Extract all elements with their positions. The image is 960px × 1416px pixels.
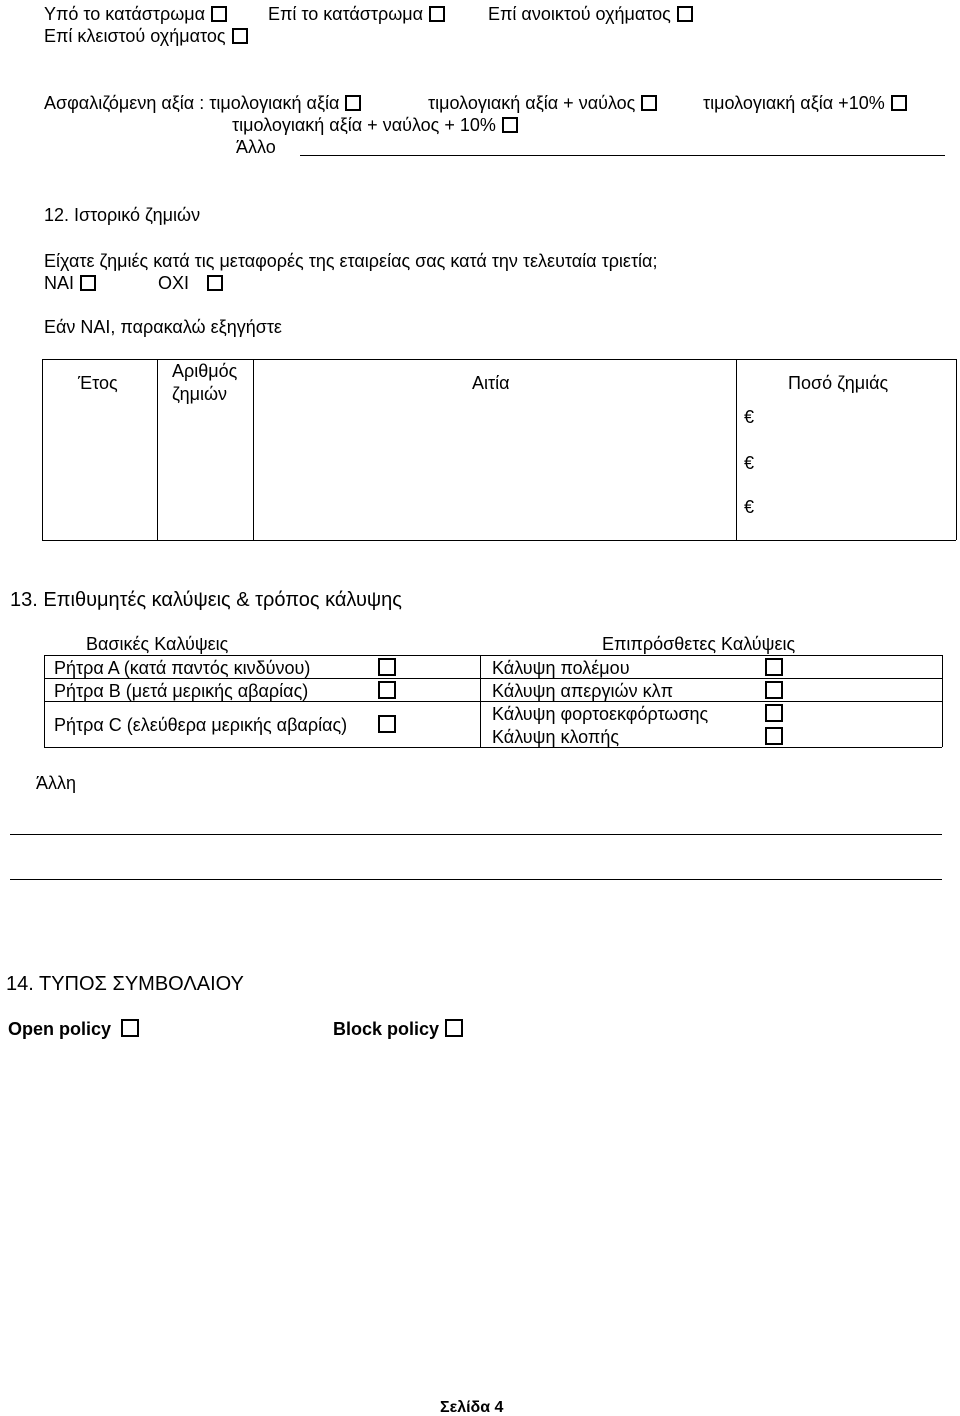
open-policy-option — [8, 1019, 139, 1038]
basic-clause-c-label: Ρήτρα C (ελεύθερα μερικής αβαρίας) — [54, 715, 348, 735]
war-coverage-checkbox[interactable] — [765, 658, 783, 676]
page-number: Σελίδα 4 — [440, 1399, 504, 1416]
block-policy-option — [333, 1019, 463, 1038]
open-vehicle-checkbox[interactable] — [677, 6, 693, 22]
invoice-freight-label: τιμολογιακή αξία + ναύλος — [428, 93, 636, 113]
coverage-border-right — [942, 655, 943, 747]
table-border-top — [42, 359, 956, 360]
invoice-10-option — [703, 94, 907, 112]
clause-b-checkbox[interactable] — [378, 681, 396, 699]
invoice-freight-option — [428, 94, 657, 112]
section-12-title: 12. Ιστορικό ζημιών — [44, 205, 201, 225]
under-deck-checkbox[interactable] — [211, 6, 227, 22]
open-policy-label: Open policy — [8, 1019, 112, 1039]
transport-open-vehicle-label: Επί ανοικτού οχήματος — [488, 4, 671, 24]
currency-row-3: € — [744, 497, 755, 517]
header-year: Έτος — [78, 373, 118, 393]
table-border-left — [42, 359, 43, 540]
loss-yes-checkbox[interactable] — [80, 275, 96, 291]
coverage-border-top — [44, 655, 942, 656]
header-count-line1: Αριθμός — [172, 361, 238, 381]
basic-clause-b-label: Ρήτρα Β (μετά μερικής αβαρίας) — [54, 681, 309, 701]
transport-option-on-deck — [268, 5, 445, 23]
loss-yes-option — [44, 274, 96, 292]
insured-value-label: Ασφαλιζόμενη αξία : — [44, 93, 205, 113]
loss-question: Είχατε ζημιές κατά τις μεταφορές της εταιρείας σας κατά την τελευταία τριετία; — [44, 251, 658, 271]
transport-option-closed-vehicle — [44, 27, 248, 45]
invoice-10-checkbox[interactable] — [891, 95, 907, 111]
coverage-divider-2 — [44, 701, 942, 702]
other-value-field[interactable] — [300, 155, 945, 156]
clause-c-checkbox[interactable] — [378, 715, 396, 733]
loss-explain-prompt: Εάν ΝΑΙ, παρακαλώ εξηγήστε — [44, 317, 282, 337]
closed-vehicle-checkbox[interactable] — [232, 28, 248, 44]
table-col-divider-3 — [736, 359, 737, 540]
strikes-coverage-label: Κάλυψη απεργιών κλπ — [492, 681, 674, 701]
invoice-10-label: τιμολογιακή αξία +10% — [703, 93, 885, 113]
header-cause: Αιτία — [472, 373, 510, 393]
additional-coverage-header: Επιπρόσθετες Καλύψεις — [602, 634, 796, 654]
invoice-value-checkbox[interactable] — [345, 95, 361, 111]
header-amount: Ποσό ζημιάς — [788, 373, 889, 393]
invoice-freight-10-label: τιμολογιακή αξία + ναύλος + 10% — [232, 115, 496, 135]
invoice-freight-checkbox[interactable] — [641, 95, 657, 111]
basic-clause-a-label: Ρήτρα Α (κατά παντός κινδύνου) — [54, 658, 311, 678]
coverage-col-divider — [480, 655, 481, 747]
loss-no-label: ΟΧΙ — [158, 273, 190, 293]
currency-row-2: € — [744, 453, 755, 473]
block-policy-checkbox[interactable] — [445, 1019, 463, 1037]
invoice-freight-10-option — [232, 116, 518, 134]
loss-no-checkbox[interactable] — [207, 275, 223, 291]
block-policy-label: Block policy — [333, 1019, 440, 1039]
table-col-divider-1 — [157, 359, 158, 540]
coverage-border-left — [44, 655, 45, 747]
coverage-border-bottom — [44, 747, 942, 748]
loss-yes-label: ΝΑΙ — [44, 273, 75, 293]
on-deck-checkbox[interactable] — [429, 6, 445, 22]
other-coverage-label: Άλλη — [36, 773, 77, 793]
transport-option-open-vehicle — [488, 5, 693, 23]
table-border-right — [956, 359, 957, 540]
transport-under-deck-label: Υπό το κατάστρωμα — [44, 4, 206, 24]
theft-coverage-label: Κάλυψη κλοπής — [492, 727, 620, 747]
theft-coverage-checkbox[interactable] — [765, 727, 783, 745]
invoice-value-label: τιμολογιακή αξία — [209, 93, 340, 113]
transport-option-under-deck — [44, 5, 227, 23]
open-policy-checkbox[interactable] — [121, 1019, 139, 1037]
section-13-title: 13. Επιθυμητές καλύψεις & τρόπος κάλυψης — [10, 589, 402, 611]
transport-on-deck-label: Επί το κατάστρωμα — [268, 4, 424, 24]
transport-closed-vehicle-label: Επί κλειστού οχήματος — [44, 26, 226, 46]
invoice-freight-10-checkbox[interactable] — [502, 117, 518, 133]
insured-value-row — [44, 94, 361, 112]
other-value-label: Άλλο — [236, 137, 276, 157]
basic-coverage-header: Βασικές Καλύψεις — [86, 634, 229, 654]
strikes-coverage-checkbox[interactable] — [765, 681, 783, 699]
clause-a-checkbox[interactable] — [378, 658, 396, 676]
loss-no-option — [158, 274, 223, 292]
section-14-title: 14. ΤΥΠΟΣ ΣΥΜΒΟΛΑΙΟΥ — [6, 973, 244, 995]
table-border-bottom — [42, 540, 956, 541]
other-coverage-line-1[interactable] — [10, 834, 942, 835]
table-col-divider-2 — [253, 359, 254, 540]
war-coverage-label: Κάλυψη πολέμου — [492, 658, 630, 678]
other-coverage-line-2[interactable] — [10, 879, 942, 880]
coverage-divider-1 — [44, 678, 942, 679]
currency-row-1: € — [744, 407, 755, 427]
loading-coverage-checkbox[interactable] — [765, 704, 783, 722]
loading-coverage-label: Κάλυψη φορτοεκφόρτωσης — [492, 704, 709, 724]
header-count-line2: ζημιών — [172, 384, 228, 404]
